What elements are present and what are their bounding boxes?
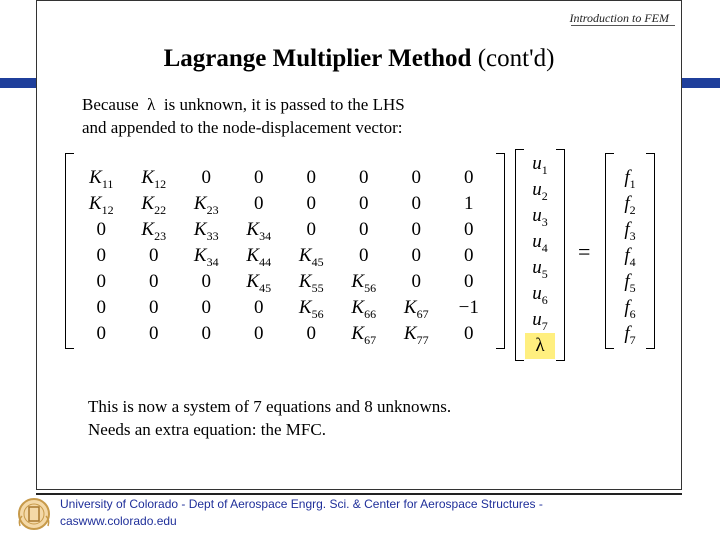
intro-line-1 [82,93,405,116]
note-text [88,395,451,441]
matrix-bracket-right [496,153,505,349]
force-bracket-right [646,153,655,349]
matrix-entry: 0 [96,323,106,344]
matrix-entry: $K_{56}$ [351,271,377,295]
matrix-entry: $K_{12}$ [88,193,114,217]
matrix-entry: 0 [149,323,159,344]
matrix-grid [75,165,495,347]
matrix-entry: 0 [359,193,369,214]
matrix-entry: 0 [201,271,211,292]
matrix-entry: $K_{22}$ [141,193,167,217]
matrix-entry: 0 [254,167,264,188]
matrix-entry: 0 [96,245,106,266]
matrix-entry: 0 [254,323,264,344]
note-line-2: Needs an extra equation: the MFC. [88,420,326,439]
force-grid [615,165,645,347]
force-entry: $f_2$ [624,193,636,217]
matrix-entry: 0 [201,167,211,188]
force-entry: $f_6$ [624,297,636,321]
matrix-entry: 0 [464,245,474,266]
vector-bracket-right [556,149,565,361]
title-main: Lagrange Multiplier Method [163,45,472,72]
unknowns-grid [525,151,555,359]
unknown-entry: $u_2$ [532,179,548,203]
matrix-entry: 0 [411,271,421,292]
unknown-entry: $u_5$ [532,257,548,281]
force-entry: $f_7$ [624,323,636,347]
matrix-entry: 0 [359,245,369,266]
matrix-entry: 0 [96,219,106,240]
matrix-entry: $K_{45}$ [246,271,272,295]
footer-line-2: caswww.colorado.edu [60,514,177,528]
matrix-entry: 0 [464,271,474,292]
matrix-entry: 0 [464,167,474,188]
matrix-entry: 1 [464,193,474,214]
matrix-entry: 0 [359,167,369,188]
matrix-entry: $K_{77}$ [403,323,429,347]
force-entry: $f_5$ [624,271,636,295]
footer-rule [36,493,682,495]
matrix-bracket-left [65,153,74,349]
university-seal-icon [14,494,54,534]
matrix-entry: 0 [411,193,421,214]
matrix-entry: 0 [149,297,159,318]
intro-line-1-post: is unknown, it is passed to the LHS [163,95,405,114]
unknown-entry: $u_6$ [532,283,548,307]
header-band-right [682,78,720,88]
header-rule [571,25,675,26]
title-suffix: (cont'd) [477,45,555,72]
unknown-entry: $u_1$ [532,153,548,177]
unknown-entry: $u_3$ [532,205,548,229]
matrix-entry: 0 [411,167,421,188]
header-tag: Introduction to FEM [569,11,669,25]
unknown-entry: $u_7$ [532,309,548,333]
matrix-entry: 0 [96,271,106,292]
lambda-symbol: λ [147,95,156,114]
matrix-entry: $K_{34}$ [193,245,219,269]
intro-line-2: and appended to the node-displacement vector: [82,118,403,137]
intro-text [82,93,405,139]
matrix-entry: $K_{23}$ [141,219,167,243]
matrix-entry: 0 [254,297,264,318]
matrix-entry: $K_{66}$ [351,297,377,321]
force-entry: $f_1$ [624,167,636,191]
unknowns-vector [515,149,565,361]
force-entry: $f_3$ [624,219,636,243]
slide [36,0,682,490]
matrix-entry: $K_{67}$ [351,323,377,347]
matrix-entry: 0 [149,245,159,266]
note-line-1: This is now a system of 7 equations and 8 unknowns. [88,397,452,416]
intro-line-1-pre: Because [82,95,139,114]
stiffness-matrix [65,153,505,349]
matrix-entry: $K_{55}$ [298,271,324,295]
matrix-entry: 0 [411,219,421,240]
matrix-entry: $K_{67}$ [403,297,429,321]
matrix-entry: 0 [306,167,316,188]
matrix-entry: $K_{44}$ [246,245,272,269]
matrix-entry: 0 [96,297,106,318]
force-bracket-left [605,153,614,349]
matrix-entry: $K_{11}$ [89,167,114,191]
force-vector [605,153,655,349]
matrix-entry: 0 [306,323,316,344]
matrix-entry: 0 [306,219,316,240]
matrix-entry: $K_{56}$ [298,297,324,321]
matrix-entry: 0 [254,193,264,214]
footer-line-1: University of Colorado - Dept of Aerospace Engrg. Sci. & Center for Aerospace Structures - [60,497,543,511]
matrix-entry: $K_{34}$ [246,219,272,243]
vector-bracket-left [515,149,524,361]
footer-text [60,496,660,530]
page-title [37,45,681,73]
matrix-entry: 0 [464,323,474,344]
matrix-entry: $K_{12}$ [141,167,167,191]
matrix-entry: −1 [458,297,479,318]
matrix-entry: 0 [464,219,474,240]
header-band-left [0,78,36,88]
matrix-entry: $K_{45}$ [298,245,324,269]
matrix-entry: 0 [201,323,211,344]
unknown-entry: λ [525,333,555,359]
matrix-entry: 0 [411,245,421,266]
matrix-entry: 0 [149,271,159,292]
unknown-entry: $u_4$ [532,231,548,255]
matrix-entry: $K_{33}$ [193,219,219,243]
matrix-entry: $K_{23}$ [193,193,219,217]
equals-sign: = [578,239,591,264]
force-entry: $f_4$ [624,245,636,269]
matrix-entry: 0 [201,297,211,318]
matrix-entry: 0 [306,193,316,214]
matrix-entry: 0 [359,219,369,240]
